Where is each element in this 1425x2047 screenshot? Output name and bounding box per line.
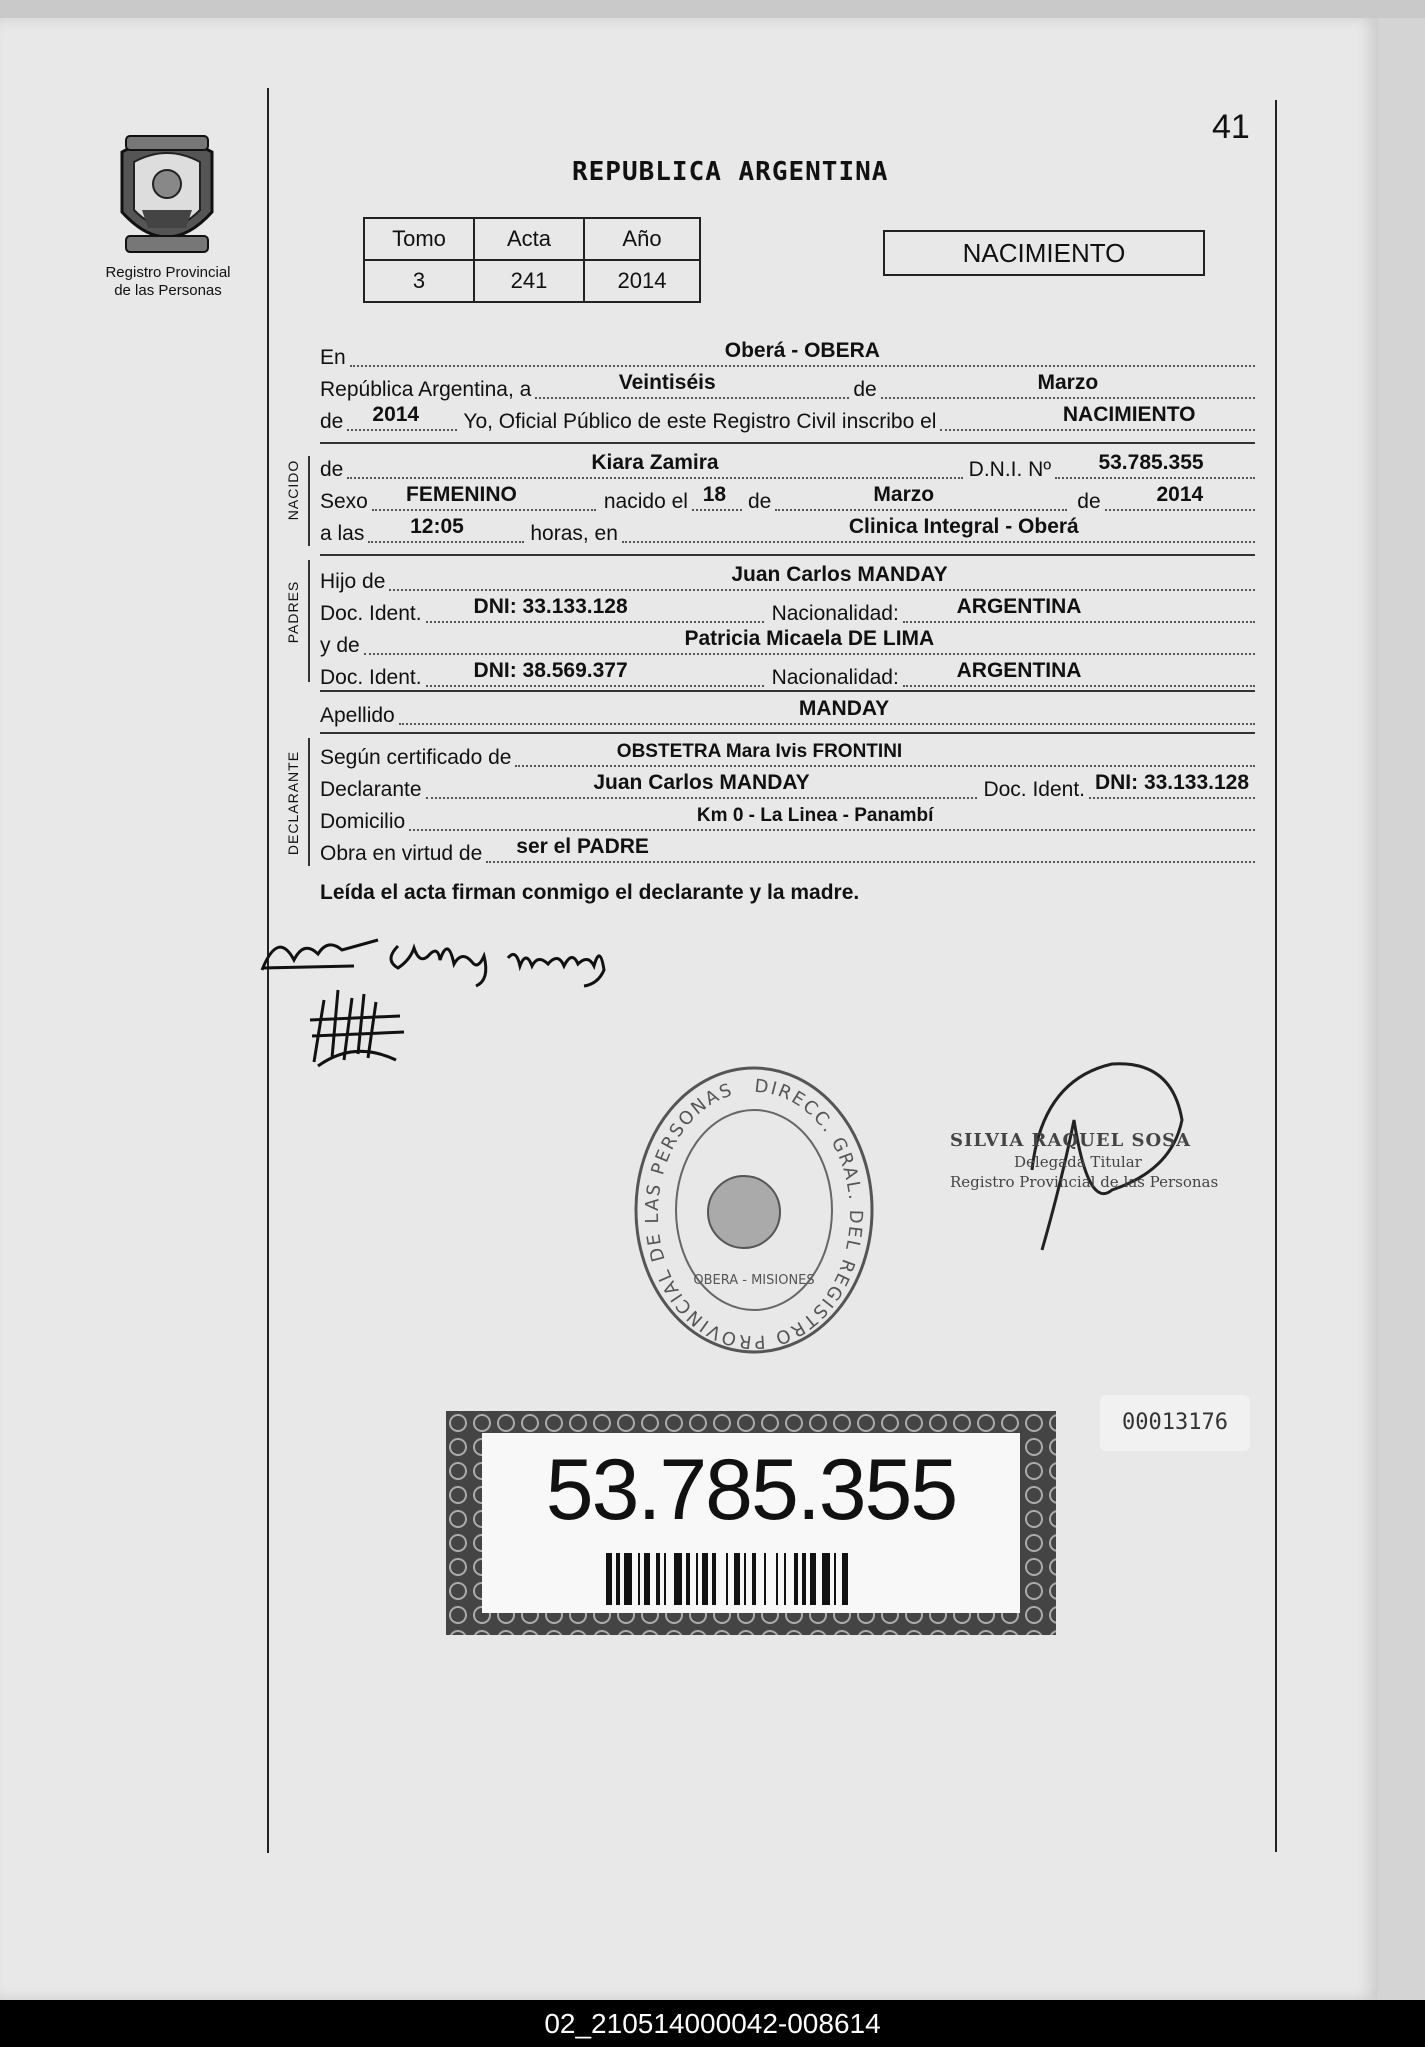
row-apellido — [320, 697, 1255, 728]
declarante-doc-field — [1089, 771, 1255, 799]
day-field — [535, 371, 849, 399]
birth-de-label: de — [747, 490, 772, 513]
en-value: Oberá - OBERA — [724, 339, 880, 362]
declarante-label: Declarante — [320, 778, 422, 801]
sticker-inner — [482, 1433, 1020, 1613]
father-field — [389, 563, 1255, 591]
document-page — [0, 18, 1378, 2000]
domicilio-value: Km 0 - La Linea - Panambí — [696, 805, 934, 826]
certificado-field — [515, 743, 1255, 767]
registry-caption-line1: Registro Provincial — [105, 264, 231, 281]
tomo-acta-ano-table — [363, 217, 701, 303]
table-header-row — [364, 218, 700, 260]
father-doc-label: Doc. Ident. — [320, 602, 422, 625]
birth-de2-label: de — [1077, 490, 1101, 513]
name-value: Kiara Zamira — [591, 451, 719, 474]
province-emblem-icon — [112, 132, 222, 262]
father-nationality-field — [903, 595, 1255, 623]
name-label: de — [320, 458, 344, 481]
registry-stamp — [630, 1062, 878, 1358]
place-value: Clinica Integral - Oberá — [848, 515, 1079, 538]
month-field — [881, 371, 1255, 399]
row-obra — [320, 835, 1255, 866]
de-label: de — [853, 378, 877, 401]
birth-day-value: 18 — [702, 483, 727, 506]
sexo-value: FEMENINO — [406, 483, 517, 506]
declarante-doc-label: Doc. Ident. — [983, 778, 1085, 801]
declarante-bracket — [308, 738, 310, 866]
divider-after-nacido — [320, 554, 1255, 556]
mother-nationality-field — [903, 659, 1255, 687]
row-hora — [320, 515, 1255, 546]
row-name — [320, 451, 1255, 482]
inscribo-value: NACIMIENTO — [1062, 403, 1196, 426]
hijo-label: Hijo de — [320, 570, 386, 593]
time-field — [368, 515, 524, 543]
year-value: 2014 — [372, 403, 420, 426]
sexo-field — [372, 483, 596, 511]
document-type-box: NACIMIENTO — [883, 230, 1205, 276]
header-acta: Acta — [474, 218, 584, 260]
row-hijo — [320, 563, 1255, 594]
declarante-field — [426, 771, 978, 799]
official-office: Registro Provincial de las Personas — [950, 1173, 1219, 1191]
declarante-doc-value: DNI: 33.133.128 — [1094, 771, 1250, 794]
obra-label: Obra en virtud de — [320, 842, 483, 865]
declarante-section-label: DECLARANTE — [285, 750, 301, 856]
birth-year-field — [1105, 483, 1255, 511]
row-mother — [320, 627, 1255, 658]
declarant-signature — [258, 910, 658, 990]
nacido-section-label: NACIDO — [285, 459, 301, 521]
birth-month-value: Marzo — [873, 483, 935, 506]
nacido-bracket — [308, 456, 310, 546]
time-value: 12:05 — [410, 515, 464, 538]
control-number: 00013176 — [1100, 1395, 1250, 1451]
row-mother-doc — [320, 659, 1255, 690]
row-sexo — [320, 483, 1255, 514]
row-republica — [320, 371, 1255, 402]
obra-field — [486, 835, 1255, 863]
certificado-value: OBSTETRA Mara Ivis FRONTINI — [616, 741, 903, 762]
value-acta: 241 — [474, 260, 584, 302]
paper-edge — [1378, 18, 1425, 2000]
year-field — [347, 403, 457, 431]
apellido-value: MANDAY — [798, 697, 890, 720]
header-tomo: Tomo — [364, 218, 474, 260]
birth-month-field — [775, 483, 1067, 511]
y-de-label: y de — [320, 634, 360, 657]
divider-after-padres — [320, 690, 1255, 692]
row-certificado — [320, 742, 1255, 770]
dni-label: D.N.I. Nº — [968, 458, 1051, 481]
registry-caption-line2: de las Personas — [114, 282, 222, 299]
row-father-doc — [320, 595, 1255, 626]
father-name-value: Juan Carlos MANDAY — [731, 563, 948, 586]
obra-value: ser el PADRE — [516, 835, 649, 858]
inscribo-field — [940, 403, 1255, 431]
en-label: En — [320, 346, 346, 369]
apellido-label: Apellido — [320, 704, 395, 727]
scan-top-strip — [0, 0, 1425, 18]
father-doc-field — [426, 595, 764, 623]
stamp-inner-text: OBERA - MISIONES — [693, 1273, 815, 1288]
row-year — [320, 403, 1255, 434]
apellido-field — [399, 697, 1255, 725]
document-title: REPUBLICA ARGENTINA — [572, 157, 889, 187]
father-nationality-value: ARGENTINA — [956, 595, 1082, 618]
mother-doc-value: DNI: 38.569.377 — [473, 659, 628, 682]
de-year-label: de — [320, 410, 344, 433]
right-margin-line — [1275, 100, 1277, 1852]
certificado-label: Según certificado de — [320, 746, 512, 769]
father-doc-value: DNI: 33.133.128 — [473, 595, 628, 618]
republica-label: República Argentina, a — [320, 378, 532, 401]
dni-field — [1055, 451, 1255, 479]
value-ano: 2014 — [584, 260, 700, 302]
dni-large-number: 53.785.355 — [545, 1442, 957, 1538]
registry-caption — [80, 264, 256, 300]
mother-nationality-label: Nacionalidad: — [771, 666, 899, 689]
dni-sticker — [446, 1411, 1056, 1635]
table-value-row — [364, 260, 700, 302]
month-value: Marzo — [1037, 371, 1099, 394]
divider-after-apellido — [320, 732, 1255, 734]
sexo-label: Sexo — [320, 490, 368, 513]
official-name: SILVIA RAQUEL SOSA — [950, 1130, 1192, 1151]
mother-field — [364, 627, 1255, 655]
en-field — [350, 339, 1255, 367]
stamp-ring-text: DIRECC. GRAL. DEL REGISTRO PROVINCIAL DE LAS PERSONAS — [641, 1075, 867, 1353]
stamp-seal-icon — [708, 1176, 780, 1248]
birth-year-value: 2014 — [1156, 483, 1204, 506]
mother-nationality-value: ARGENTINA — [956, 659, 1082, 682]
father-nationality-label: Nacionalidad: — [771, 602, 899, 625]
row-domicilio — [320, 806, 1255, 834]
horas-label: horas, en — [530, 522, 618, 545]
nacido-el-label: nacido el — [603, 490, 688, 513]
mother-name-value: Patricia Micaela DE LIMA — [684, 627, 935, 650]
declarante-value: Juan Carlos MANDAY — [593, 771, 810, 794]
value-tomo: 3 — [364, 260, 474, 302]
mother-doc-field — [426, 659, 764, 687]
day-value: Veintiséis — [618, 371, 716, 394]
page-number: 41 — [1212, 108, 1250, 146]
place-field — [622, 515, 1255, 543]
official-role: Delegada Titular — [1014, 1153, 1142, 1171]
row-en — [320, 339, 1255, 370]
row-declarante — [320, 771, 1255, 802]
padres-section-label: PADRES — [285, 580, 301, 644]
divider-after-header — [320, 442, 1255, 444]
header-ano: Año — [584, 218, 700, 260]
birth-day-field — [692, 483, 742, 511]
barcode-icon — [606, 1553, 906, 1605]
scan-id-bar: 02_210514000042-008614 — [0, 2000, 1425, 2047]
official-seal — [950, 1130, 1230, 1191]
inscribo-label: Yo, Oficial Público de este Registro Civil inscribo el — [463, 410, 937, 433]
closing-statement: Leída el acta firman conmigo el declarante y la madre. — [320, 881, 860, 904]
a-las-label: a las — [320, 522, 365, 545]
domicilio-field — [409, 807, 1255, 831]
name-field — [347, 451, 962, 479]
dni-value: 53.785.355 — [1098, 451, 1204, 474]
mother-signature — [304, 980, 414, 1072]
domicilio-label: Domicilio — [320, 810, 406, 833]
mother-doc-label: Doc. Ident. — [320, 666, 422, 689]
padres-bracket — [308, 560, 310, 682]
